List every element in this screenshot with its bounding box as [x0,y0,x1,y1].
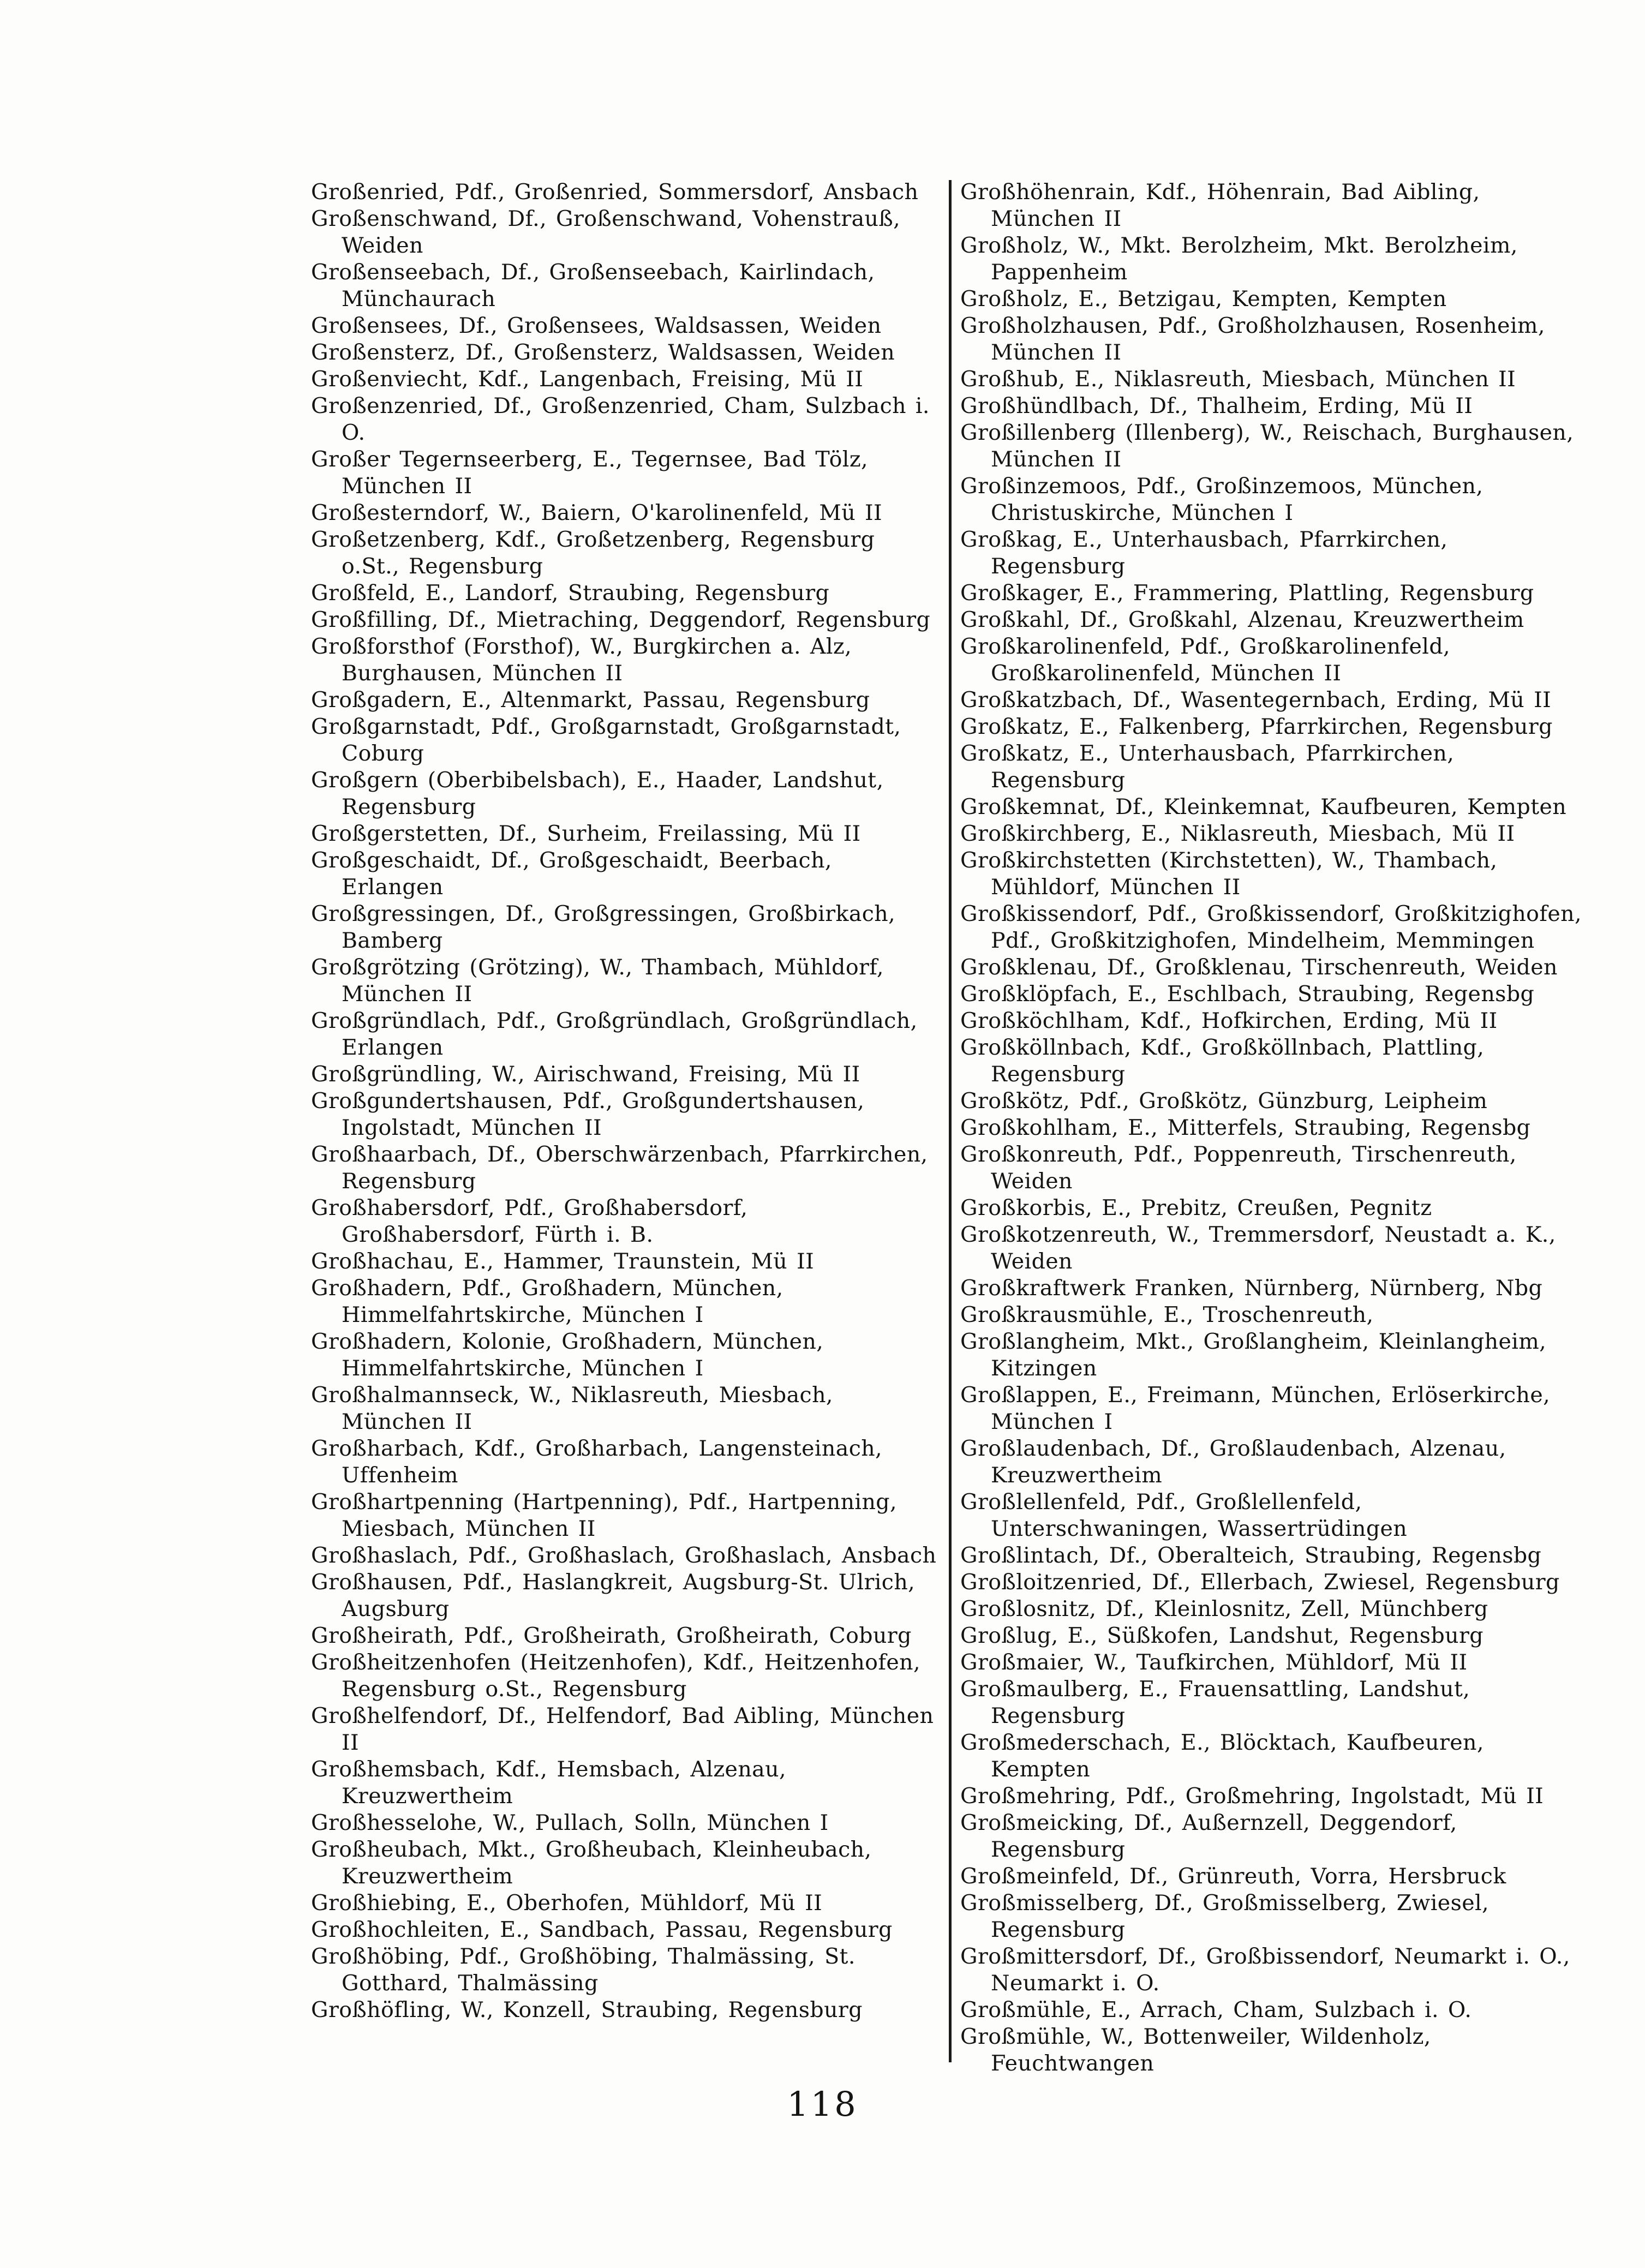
index-entry: Großholzhausen, Pdf., Großholzhausen, Rosenheim, München II [960,313,1545,365]
right-column [960,179,1588,2077]
index-entry: Großhartpenning (Hartpenning), Pdf., Hartpenning, Miesbach, München II [311,1489,897,1541]
index-entry: Großkohlham, E., Mitterfels, Straubing, Regensbg [960,1115,1531,1140]
index-entry: Großer Tegernseerberg, E., Tegernsee, Bad Tölz, München II [311,447,868,499]
index-entry: Großensterz, Df., Großensterz, Waldsassen, Weiden [311,340,895,365]
index-entry: Großkager, E., Frammering, Plattling, Regensburg [960,581,1534,606]
index-entry: Großinzemoos, Pdf., Großinzemoos, München, Christuskirche, München I [960,474,1484,525]
index-entry: Großloitzenried, Df., Ellerbach, Zwiesel, Regensburg [960,1570,1560,1595]
index-entry: Großmeicking, Df., Außernzell, Deggendorf, Regensburg [960,1810,1457,1862]
index-entry: Großmühle, W., Bottenweiler, Wildenholz, Feuchtwangen [960,2024,1431,2076]
index-entry: Großkorbis, E., Prebitz, Creußen, Pegnitz [960,1195,1432,1220]
index-entry: Großmeinfeld, Df., Grünreuth, Vorra, Hersbruck [960,1864,1506,1889]
index-entry: Großköchlham, Kdf., Hofkirchen, Erding, Mü II [960,1008,1498,1033]
index-entry: Großmaulberg, E., Frauensattling, Landshut, Regensburg [960,1677,1470,1728]
column-divider [949,180,952,2062]
index-entry: Großhachau, E., Hammer, Traunstein, Mü II [311,1249,815,1274]
index-entry: Großgern (Oberbibelsbach), E., Haader, Landshut, Regensburg [311,768,884,819]
index-entry: Großhadern, Pdf., Großhadern, München, Himmelfahrtskirche, München I [311,1276,783,1327]
index-entry: Großklöpfach, E., Eschlbach, Straubing, Regensbg [960,982,1535,1007]
index-entry: Großlosnitz, Df., Kleinlosnitz, Zell, Münchberg [960,1596,1488,1621]
index-entry: Großillenberg (Illenberg), W., Reischach, Burghausen, München II [960,420,1574,472]
index-entry: Großenviecht, Kdf., Langenbach, Freising, Mü II [311,367,864,392]
index-entry: Großgründlach, Pdf., Großgründlach, Großgründlach, Erlangen [311,1008,918,1060]
index-entry: Großgeschaidt, Df., Großgeschaidt, Beerbach, Erlangen [311,848,832,900]
index-entry: Großmisselberg, Df., Großmisselberg, Zwiesel, Regensburg [960,1890,1490,1942]
index-entry: Großenried, Pdf., Großenried, Sommersdorf, Ansbach [311,179,919,205]
index-entry: Großlellenfeld, Pdf., Großlellenfeld, Unterschwaningen, Wassertrüdingen [960,1489,1408,1541]
index-entry: Großholz, W., Mkt. Berolzheim, Mkt. Berolzheim, Pappenheim [960,233,1518,285]
index-entry: Großetzenberg, Kdf., Großetzenberg, Regensburg o.St., Regensburg [311,527,875,579]
index-entry: Großgerstetten, Df., Surheim, Freilassing, Mü II [311,821,861,846]
index-entry: Großlug, E., Süßkofen, Landshut, Regensburg [960,1623,1484,1648]
index-entry: Großkirchberg, E., Niklasreuth, Miesbach, Mü II [960,821,1515,846]
index-entry: Großmaier, W., Taufkirchen, Mühldorf, Mü II [960,1650,1468,1675]
index-entry: Großheirath, Pdf., Großheirath, Großheirath, Coburg [311,1623,912,1648]
index-entry: Großlangheim, Mkt., Großlangheim, Kleinlangheim, Kitzingen [960,1329,1547,1381]
index-entry: Großhündlbach, Df., Thalheim, Erding, Mü II [960,393,1473,418]
index-entry: Großheubach, Mkt., Großheubach, Kleinheubach, Kreuzwertheim [311,1837,872,1889]
index-entry: Großkrausmühle, E., Troschenreuth, [960,1302,1374,1327]
index-entry: Großhalmannseck, W., Niklasreuth, Miesbach, München II [311,1383,833,1434]
index-entry: Großholz, E., Betzigau, Kempten, Kempten [960,286,1447,312]
index-entry: Großheitzenhofen (Heitzenhofen), Kdf., Heitzenhofen, Regensburg o.St., Regensburg [311,1650,920,1702]
index-entry: Großhochleiten, E., Sandbach, Passau, Regensburg [311,1917,893,1942]
index-entry: Großgundertshausen, Pdf., Großgundertshausen, Ingolstadt, München II [311,1088,865,1140]
index-entry: Großkag, E., Unterhausbach, Pfarrkirchen, Regensburg [960,527,1448,579]
index-entry: Großmehring, Pdf., Großmehring, Ingolstadt, Mü II [960,1784,1544,1809]
index-entry: Großmittersdorf, Df., Großbissendorf, Neumarkt i. O., Neumarkt i. O. [960,1944,1570,1996]
index-entry: Großesterndorf, W., Baiern, O'karolinenfeld, Mü II [311,500,883,525]
index-entry: Großköllnbach, Kdf., Großköllnbach, Plattling, Regensburg [960,1035,1485,1087]
index-entry: Großhesselohe, W., Pullach, Solln, München I [311,1810,829,1835]
index-entry: Großfeld, E., Landorf, Straubing, Regensburg [311,581,830,606]
index-entry: Großmühle, E., Arrach, Cham, Sulzbach i. O. [960,1997,1472,2022]
page-number: 118 [787,2084,858,2124]
index-entry: Großkahl, Df., Großkahl, Alzenau, Kreuzwertheim [960,607,1524,632]
index-entry: Großhelfendorf, Df., Helfendorf, Bad Aibling, München II [311,1703,934,1755]
index-entry: Großhausen, Pdf., Haslangkreit, Augsburg-St. Ulrich, Augsburg [311,1570,916,1621]
index-entry: Großforsthof (Forsthof), W., Burgkirchen a. Alz, Burghausen, München II [311,634,852,686]
index-entry: Großharbach, Kdf., Großharbach, Langensteinach, Uffenheim [311,1436,883,1488]
index-entry: Großkatzbach, Df., Wasentegernbach, Erding, Mü II [960,687,1552,713]
index-entry: Großkatz, E., Falkenberg, Pfarrkirchen, Regensburg [960,714,1553,739]
index-entry: Großenseebach, Df., Großenseebach, Kairlindach, Münchaurach [311,260,875,312]
index-entry: Großkirchstetten (Kirchstetten), W., Thambach, Mühldorf, München II [960,848,1498,900]
index-entry: Großgrötzing (Grötzing), W., Thambach, Mühldorf, München II [311,955,884,1007]
index-entry: Großenschwand, Df., Großenschwand, Vohenstrauß, Weiden [311,206,901,258]
index-entry: Großkraftwerk Franken, Nürnberg, Nürnberg, Nbg [960,1276,1543,1301]
index-entry: Großkissendorf, Pdf., Großkissendorf, Großkitzighofen, Pdf., Großkitzighofen, Mindelheim, Memmingen [960,901,1582,953]
index-entry: Großkatz, E., Unterhausbach, Pfarrkirchen, Regensburg [960,741,1455,793]
index-entry: Großkemnat, Df., Kleinkemnat, Kaufbeuren, Kempten [960,794,1567,819]
index-entry: Großklenau, Df., Großklenau, Tirschenreuth, Weiden [960,955,1558,980]
left-column [311,179,938,2024]
index-entry: Großkonreuth, Pdf., Poppenreuth, Tirschenreuth, Weiden [960,1142,1517,1194]
index-entry: Großlintach, Df., Oberalteich, Straubing, Regensbg [960,1543,1542,1568]
index-entry: Großhadern, Kolonie, Großhadern, München, Himmelfahrtskirche, München I [311,1329,824,1381]
index-entry: Großkötz, Pdf., Großkötz, Günzburg, Leipheim [960,1088,1488,1114]
index-entry: Großlaudenbach, Df., Großlaudenbach, Alzenau, Kreuzwertheim [960,1436,1506,1488]
index-entry: Großfilling, Df., Mietraching, Deggendorf, Regensburg [311,607,931,632]
index-entry: Großenzenried, Df., Großenzenried, Cham, Sulzbach i. O. [311,393,930,445]
index-entry: Großkotzenreuth, W., Tremmersdorf, Neustadt a. K., Weiden [960,1222,1556,1274]
index-entry: Großlappen, E., Freimann, München, Erlöserkirche, München I [960,1383,1551,1434]
index-entry: Großhaarbach, Df., Oberschwärzenbach, Pfarrkirchen, Regensburg [311,1142,928,1194]
index-entry: Großkarolinenfeld, Pdf., Großkarolinenfeld, Großkarolinenfeld, München II [960,634,1450,686]
index-entry: Großhiebing, E., Oberhofen, Mühldorf, Mü II [311,1890,823,1916]
index-entry: Großgressingen, Df., Großgressingen, Großbirkach, Bamberg [311,901,896,953]
index-entry: Großgadern, E., Altenmarkt, Passau, Regensburg [311,687,870,713]
index-entry: Großhöhenrain, Kdf., Höhenrain, Bad Aibling, München II [960,179,1480,231]
index-entry: Großhub, E., Niklasreuth, Miesbach, München II [960,367,1516,392]
index-entry: Großmederschach, E., Blöcktach, Kaufbeuren, Kempten [960,1730,1484,1782]
index-entry: Großhabersdorf, Pdf., Großhabersdorf, Großhabersdorf, Fürth i. B. [311,1195,748,1247]
index-entry: Großhöbing, Pdf., Großhöbing, Thalmässing, St. Gotthard, Thalmässing [311,1944,856,1996]
index-entry: Großhaslach, Pdf., Großhaslach, Großhaslach, Ansbach [311,1543,937,1568]
index-entry: Großensees, Df., Großensees, Waldsassen, Weiden [311,313,882,338]
index-entry: Großhemsbach, Kdf., Hemsbach, Alzenau, Kreuzwertheim [311,1757,786,1809]
index-entry: Großgründling, W., Airischwand, Freising, Mü II [311,1062,860,1087]
index-entry: Großgarnstadt, Pdf., Großgarnstadt, Großgarnstadt, Coburg [311,714,901,766]
index-entry: Großhöfling, W., Konzell, Straubing, Regensburg [311,1997,863,2022]
